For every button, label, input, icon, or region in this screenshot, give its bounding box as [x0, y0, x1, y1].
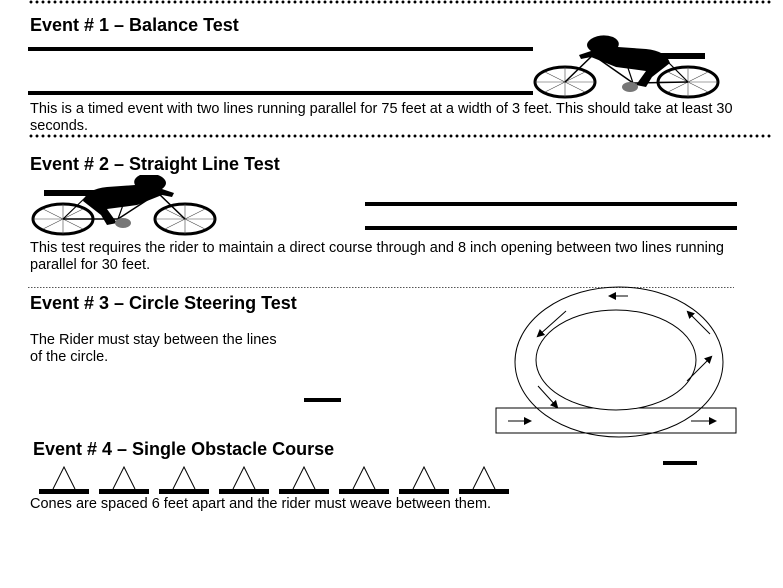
event-3-description-line1: The Rider must stay between the lines	[30, 332, 277, 348]
cone-icon	[339, 465, 389, 495]
cone-icon	[279, 465, 329, 495]
cone-icon	[399, 465, 449, 495]
event-1-description: This is a timed event with two lines running parallel for 75 feet at a width of 3 feet. This should take at least 30 seconds.	[30, 101, 733, 134]
event-1-title: Event # 1 – Balance Test	[30, 15, 239, 35]
top-dotted-separator	[28, 0, 772, 4]
oval-track-diagram	[490, 282, 750, 442]
event-1-dotted-separator	[28, 134, 772, 138]
event-2-line-top	[365, 202, 737, 206]
event-2-line-bottom	[365, 226, 737, 230]
cone-icon	[219, 465, 269, 495]
event-4-title: Event # 4 – Single Obstacle Course	[33, 439, 335, 459]
cone-icon	[39, 465, 89, 495]
event-1-line-bottom	[28, 91, 533, 95]
event-4-description: Cones are spaced 6 feet apart and the rider must weave between them.	[30, 496, 492, 512]
cyclist-icon	[533, 35, 723, 100]
event-2-title: Event # 2 – Straight Line Test	[30, 154, 280, 174]
cone-row	[39, 465, 509, 495]
cone-icon	[159, 465, 209, 495]
cone-icon	[459, 465, 509, 495]
event-2-description: This test requires the rider to maintain a direct course through and 8 inch opening between two lines running parallel for 30 feet.	[30, 240, 724, 273]
event-3-description-line2: of the circle.	[30, 349, 109, 365]
event-3-title: Event # 3 – Circle Steering Test	[30, 293, 297, 313]
event-1-line-top	[28, 47, 533, 51]
cone-icon	[99, 465, 149, 495]
stray-dash-mark	[304, 398, 341, 402]
stray-dash-mark	[663, 461, 697, 465]
cyclist-icon	[30, 175, 220, 237]
